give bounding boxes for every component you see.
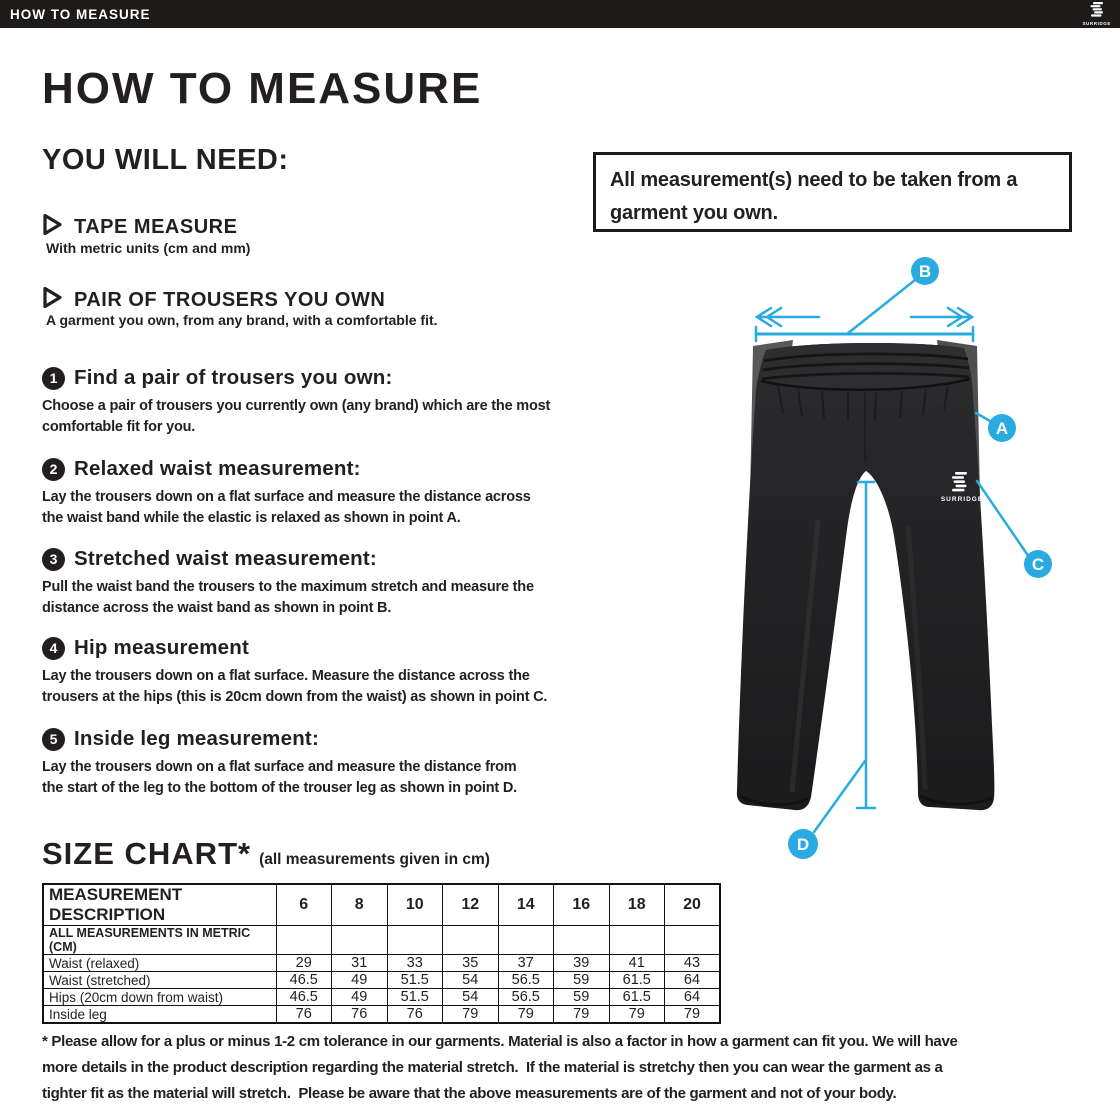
step-2: [42, 457, 672, 528]
cell-value: 49: [332, 989, 388, 1006]
column-header: 16: [554, 884, 610, 926]
step-title: Inside leg measurement:: [74, 727, 319, 750]
step-1: [42, 366, 672, 437]
cell-value: 46.5: [276, 989, 332, 1006]
step-title: Hip measurement: [74, 636, 250, 659]
step-text-line: distance across the waist band as shown in point B.: [42, 599, 392, 616]
table-header-row: [43, 884, 720, 926]
need-item-label: PAIR OF TROUSERS YOU OWN: [74, 288, 386, 311]
cell-value: 56.5: [498, 989, 554, 1006]
cell-value: 56.5: [498, 972, 554, 989]
step-text-line: Choose a pair of trousers you currently own (any brand) which are the most: [42, 398, 551, 414]
marker-c-label: C: [1031, 555, 1045, 574]
step-body: [42, 577, 672, 618]
step-number-badge: 3: [42, 548, 65, 571]
size-chart-table: [42, 883, 721, 1024]
column-header: 10: [387, 884, 443, 926]
cell-value: 39: [554, 955, 610, 972]
footnote-line: more details in the product description regarding the material stretch. If the material is stretchy then you can wear the garment as a: [42, 1059, 943, 1076]
marker-a-label: A: [995, 419, 1009, 438]
cell-value: 59: [554, 989, 610, 1006]
need-item-trousers: [42, 286, 385, 314]
table-row: [43, 1006, 720, 1024]
cell-value: 76: [332, 1006, 388, 1024]
step-text-line: the waist band while the elastic is relaxed as shown in point A.: [42, 509, 461, 526]
you-will-need-heading: YOU WILL NEED:: [42, 144, 289, 176]
row-label: Hips (20cm down from waist): [43, 989, 276, 1006]
column-header: 6: [276, 884, 332, 926]
marker-d-label: D: [796, 835, 810, 854]
step-heading: [42, 457, 672, 481]
table-note-row: [43, 926, 720, 955]
step-heading: [42, 366, 672, 390]
note-cell: ALL MEASUREMENTS IN METRIC (CM): [43, 926, 276, 955]
cell-value: 54: [443, 972, 499, 989]
step-body: [42, 396, 672, 437]
cell-value: 54: [443, 989, 499, 1006]
step-title: Stretched waist measurement:: [74, 547, 377, 570]
column-header: 18: [609, 884, 665, 926]
cell-value: 59: [554, 972, 610, 989]
triangle-bullet-icon: [42, 286, 63, 314]
notice-text-line: garment you own.: [610, 202, 778, 224]
step-4: [42, 636, 672, 707]
cell-value: 61.5: [609, 972, 665, 989]
cell-value: 79: [665, 1006, 721, 1024]
size-chart-heading: [42, 836, 490, 872]
size-chart-title: SIZE CHART*: [42, 836, 252, 871]
cell-value: 46.5: [276, 972, 332, 989]
row-label: Waist (stretched): [43, 972, 276, 989]
cell-value: 79: [443, 1006, 499, 1024]
cell-value: 29: [276, 955, 332, 972]
step-heading: [42, 727, 672, 751]
step-text-line: Pull the waist band the trousers to the maximum stretch and measure the: [42, 579, 534, 595]
step-number-badge: 2: [42, 458, 65, 481]
row-label: Waist (relaxed): [43, 955, 276, 972]
step-text-line: Lay the trousers down on a flat surface and measure the distance from: [42, 759, 517, 775]
step-text-line: trousers at the hips (this is 20cm down from the waist) as shown in point C.: [42, 688, 548, 705]
step-heading: [42, 636, 672, 660]
cell-value: 61.5: [609, 989, 665, 1006]
top-bar: [0, 0, 1120, 28]
cell-value: 33: [387, 955, 443, 972]
step-text-line: the start of the leg to the bottom of the trouser leg as shown in point D.: [42, 779, 517, 796]
need-item-label: TAPE MEASURE: [74, 215, 238, 238]
top-bar-title: HOW TO MEASURE: [10, 6, 151, 22]
need-item-tape-measure: [42, 213, 237, 241]
surridge-s-icon: [1089, 2, 1104, 21]
cell-value: 79: [609, 1006, 665, 1024]
column-header: 8: [332, 884, 388, 926]
table-row: [43, 972, 720, 989]
cell-value: 49: [332, 972, 388, 989]
cell-value: 43: [665, 955, 721, 972]
footnote-line: tighter fit as the material will stretch. Please be aware that the above measurements are of the garment and not of your body.: [42, 1085, 897, 1102]
footnote-line: * Please allow for a plus or minus 1-2 cm tolerance in our garments. Material is also a factor in how a garment can fit you. We will have: [42, 1033, 958, 1050]
table-row: [43, 989, 720, 1006]
step-text-line: Lay the trousers down on a flat surface and measure the distance across: [42, 489, 531, 505]
need-item-description: With metric units (cm and mm): [46, 240, 251, 256]
tolerance-footnote: [42, 1029, 958, 1107]
column-header: 20: [665, 884, 721, 926]
step-body: [42, 666, 672, 707]
cell-value: 31: [332, 955, 388, 972]
row-label: Inside leg: [43, 1006, 276, 1024]
step-text-line: Lay the trousers down on a flat surface. Measure the distance across the: [42, 668, 530, 684]
step-title: Relaxed waist measurement:: [74, 457, 361, 480]
cell-value: 41: [609, 955, 665, 972]
column-header: 12: [443, 884, 499, 926]
column-header: 14: [498, 884, 554, 926]
cell-value: 35: [443, 955, 499, 972]
cell-value: 51.5: [387, 989, 443, 1006]
step-number-badge: 4: [42, 637, 65, 660]
step-number-badge: 5: [42, 728, 65, 751]
page-title: HOW TO MEASURE: [42, 64, 483, 113]
cell-value: 76: [276, 1006, 332, 1024]
table-row: [43, 955, 720, 972]
triangle-bullet-icon: [42, 213, 63, 241]
cell-value: 64: [665, 989, 721, 1006]
need-item-description: A garment you own, from any brand, with a comfortable fit.: [46, 312, 438, 328]
column-header: MEASUREMENT DESCRIPTION: [43, 884, 276, 926]
step-title: Find a pair of trousers you own:: [74, 366, 393, 389]
step-heading: [42, 547, 672, 571]
cell-value: 76: [387, 1006, 443, 1024]
notice-box: [593, 152, 1072, 232]
step-5: [42, 727, 672, 798]
trousers-diagram: [700, 250, 1085, 880]
cell-value: 79: [498, 1006, 554, 1024]
size-chart-subtitle: (all measurements given in cm): [259, 851, 490, 868]
cell-value: 51.5: [387, 972, 443, 989]
surridge-logo-text: SURRIDGE: [1082, 20, 1111, 26]
cell-value: 37: [498, 955, 554, 972]
step-3: [42, 547, 672, 618]
step-body: [42, 757, 672, 798]
marker-b-label: B: [918, 262, 932, 281]
cell-value: 64: [665, 972, 721, 989]
notice-text-line: All measurement(s) need to be taken from a: [610, 169, 1018, 191]
cell-value: 79: [554, 1006, 610, 1024]
surridge-logo: [1082, 2, 1111, 27]
step-number-badge: 1: [42, 367, 65, 390]
trousers-brand-text: SURRIDGE: [940, 496, 984, 503]
step-text-line: comfortable fit for you.: [42, 418, 196, 435]
step-body: [42, 487, 672, 528]
